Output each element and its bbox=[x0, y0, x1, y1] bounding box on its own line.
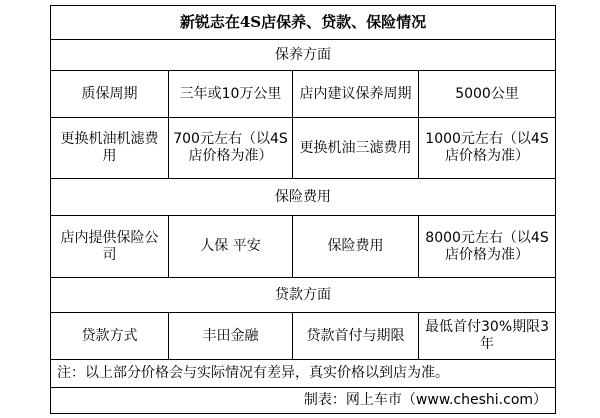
table-cell: 5000公里 bbox=[419, 71, 556, 118]
note-text: 注：以上部分价格会与实际情况有差异，真实价格以到店为准。 bbox=[51, 360, 556, 388]
credit-text: 制表：网上车市（www.cheshi.com） bbox=[51, 388, 556, 414]
table-cell: 人保 平安 bbox=[169, 216, 293, 278]
table-cell: 最低首付30%期限3年 bbox=[419, 313, 556, 360]
table-cell: 更换机油机滤费用 bbox=[51, 118, 169, 179]
table-cell: 质保周期 bbox=[51, 71, 169, 118]
insurance-header: 保险费用 bbox=[51, 179, 556, 216]
table-cell: 店内提供保险公司 bbox=[51, 216, 169, 278]
table-cell: 三年或10万公里 bbox=[169, 71, 293, 118]
table-cell: 8000元左右（以4S店价格为准） bbox=[419, 216, 556, 278]
table-cell: 店内建议保养周期 bbox=[293, 71, 419, 118]
table-title: 新锐志在4S店保养、贷款、保险情况 bbox=[51, 6, 556, 40]
table-cell: 贷款方式 bbox=[51, 313, 169, 360]
loan-header: 贷款方面 bbox=[51, 278, 556, 313]
table-cell: 贷款首付与期限 bbox=[293, 313, 419, 360]
table-cell: 更换机油三滤费用 bbox=[293, 118, 419, 179]
table-cell: 1000元左右（以4S店价格为准） bbox=[419, 118, 556, 179]
maintenance-header: 保养方面 bbox=[51, 40, 556, 71]
table-cell: 丰田金融 bbox=[169, 313, 293, 360]
table-cell: 700元左右（以4S店价格为准） bbox=[169, 118, 293, 179]
info-table bbox=[50, 5, 556, 414]
table-cell: 保险费用 bbox=[293, 216, 419, 278]
